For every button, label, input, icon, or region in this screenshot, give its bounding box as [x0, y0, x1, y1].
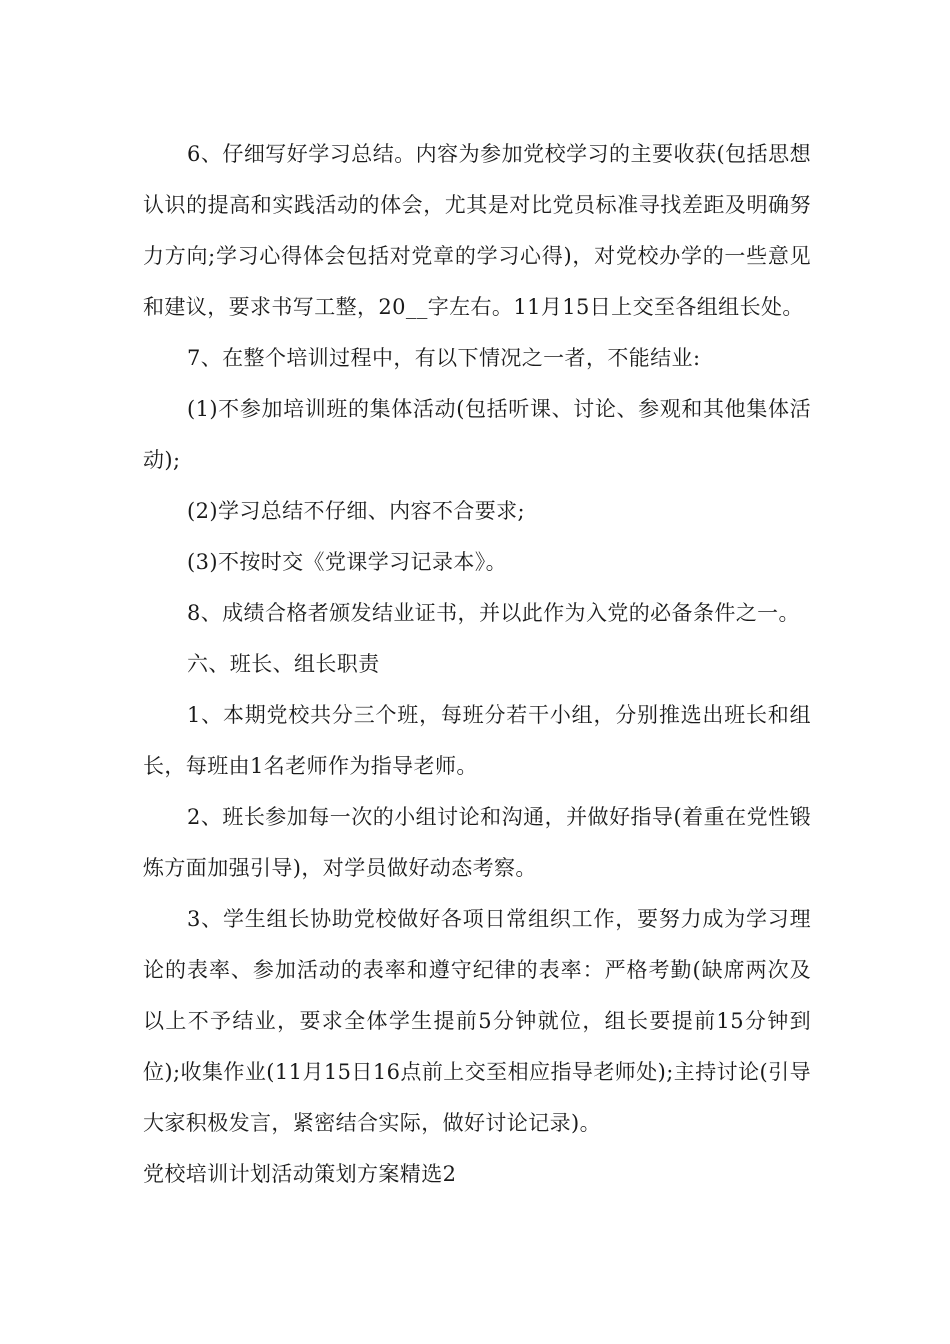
section-heading-six: 六、班长、组长职责: [187, 652, 380, 676]
paragraph-duty-2: 2、班长参加每一次的小组讨论和沟通，并做好指导(着重在党性锻炼方面加强引导)，对学员做好动态考察。: [143, 805, 811, 880]
paragraph-duty-1: 1、本期党校共分三个班，每班分若干小组，分别推选出班长和组长，每班由1名老师作为指导老师。: [143, 703, 811, 778]
document-section-title: 党校培训计划活动策划方案精选2: [143, 1162, 457, 1186]
paragraph-sub-item-2: (2)学习总结不仔细、内容不合要求;: [187, 499, 526, 523]
paragraph-item-7: 7、在整个培训过程中，有以下情况之一者，不能结业:: [187, 346, 701, 370]
paragraph-duty-3: 3、学生组长协助党校做好各项日常组织工作，要努力成为学习理论的表率、参加活动的表率和遵守纪律的表率：严格考勤(缺席两次及以上不予结业，要求全体学生提前5分钟就位，组长要提前15分钟到位);收集作业(11月15日16点前上交至相应指导老师处);主持讨论(引导大家积极发言，紧密结合实际，做好讨论记录)。: [143, 907, 811, 1135]
paragraph-sub-item-3: (3)不按时交《党课学习记录本》。: [187, 550, 508, 574]
paragraph-sub-item-1: (1)不参加培训班的集体活动(包括听课、讨论、参观和其他集体活动);: [143, 397, 811, 472]
paragraph-item-6: 6、仔细写好学习总结。内容为参加党校学习的主要收获(包括思想认识的提高和实践活动的体会，尤其是对比党员标准寻找差距及明确努力方向;学习心得体会包括对党章的学习心得)，对党校办学的一些意见和建议，要求书写工整，20__字左右。11月15日上交至各组组长处。: [143, 142, 811, 319]
document-body: [143, 129, 811, 1200]
paragraph-item-8: 8、成绩合格者颁发结业证书，并以此作为入党的必备条件之一。: [187, 601, 800, 625]
